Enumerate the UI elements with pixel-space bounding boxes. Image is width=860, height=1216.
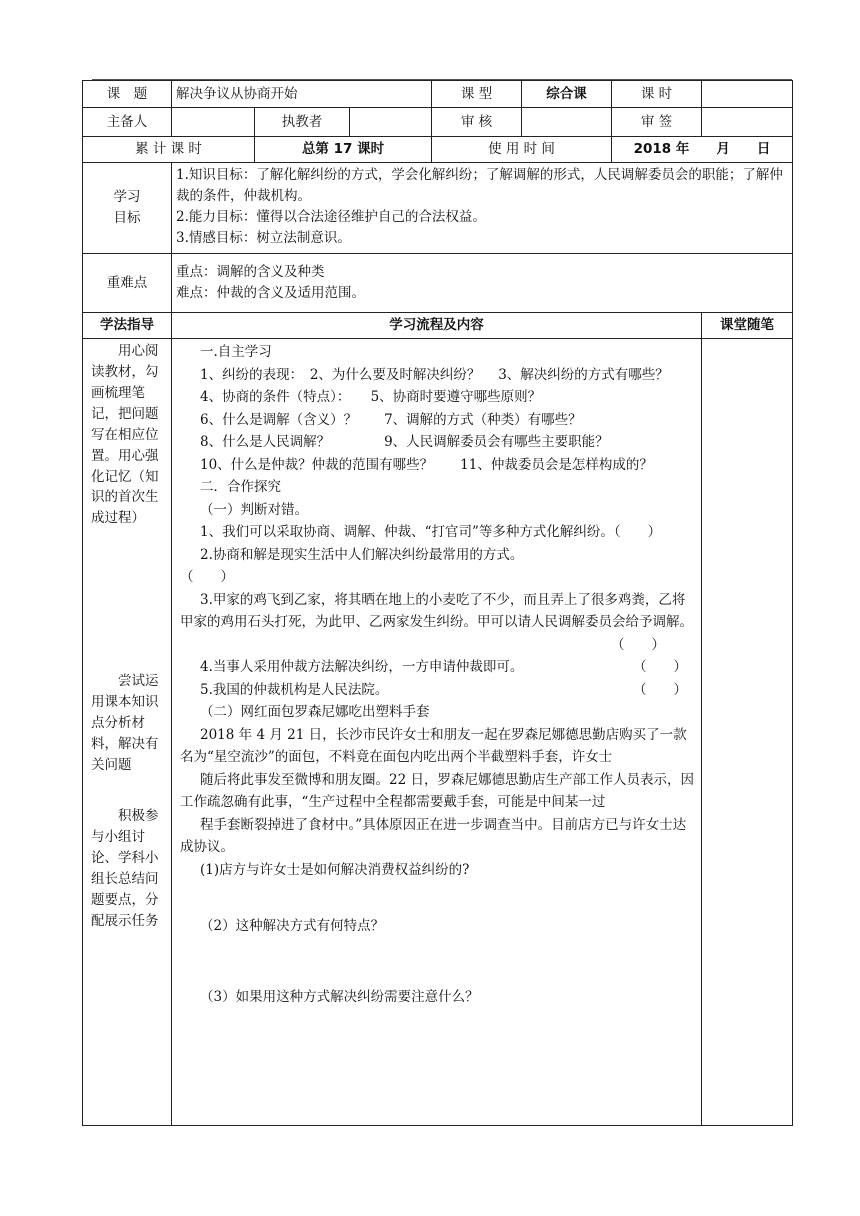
goals-content	[172, 163, 793, 254]
guide-analysis: 尝试运用课本知识点分析材料，解决有关问题	[91, 673, 159, 773]
row-main	[83, 339, 793, 1126]
question-line-4: 8、什么是人民调解？ 9、人民调解委员会有哪些主要职能？	[200, 434, 609, 450]
question-line-5: 10、什么是仲裁？仲裁的范围有哪些？ 11、仲裁委员会是怎样构成的？	[200, 456, 653, 473]
judge-item-5: 5.我国的仲裁机构是人民法院。	[200, 681, 389, 698]
section-cooperation-title: 二．合作探究	[200, 479, 281, 495]
sign-value	[702, 108, 793, 137]
goal-ability: 2.能力目标：懂得以合法途径维护自己的合法权益。	[176, 208, 486, 225]
answer-space-2	[180, 938, 695, 986]
difficult-point: 难点：仲裁的含义及适用范围。	[176, 285, 365, 301]
guide-group-work: 积极参与小组讨论、学科小组长总结问题要点，分配展示任务	[91, 808, 159, 929]
answer-space-1	[180, 881, 695, 915]
total-hours-label: 累 计 课 时	[83, 137, 255, 163]
lead-label: 主备人	[83, 108, 172, 137]
row-key-points	[83, 254, 793, 313]
question-line-2: 4、协商的条件（特点）： 5、协商时要遵守哪些原则？	[200, 389, 542, 405]
goals-label	[83, 163, 172, 254]
class-notes-column	[702, 339, 793, 1126]
teacher-label: 执教者	[255, 108, 350, 137]
goals-label-line2: 目标	[113, 210, 141, 226]
judge-item-5-row	[180, 679, 695, 702]
topic-label: 课 题	[83, 81, 172, 108]
row-column-headers	[83, 313, 793, 339]
lesson-plan-table	[82, 80, 793, 1126]
column-process-header: 学习流程及内容	[172, 313, 702, 339]
question-line-3: 6、什么是调解（含义）？ 7、调解的方式（种类）有哪些？	[200, 411, 582, 428]
case-question-3: （3）如果用这种方式解决纠纷需要注意什么？	[200, 988, 479, 1005]
row-staff	[83, 108, 793, 137]
review-label: 审 核	[432, 108, 522, 137]
judge-item-5-answer: （ ）	[633, 681, 687, 698]
question-line-1: 1、纠纷的表现： 2、为什么要及时解决纠纷？ 3、解决纠纷的方式有哪些？	[200, 366, 669, 383]
case-paragraph-3: 程手套断裂掉进了食材中。”具体原因正在进一步调查当中。目前店方已与许女士达成协议。	[180, 816, 687, 855]
case-question-1: (1)店方与许女士是如何解决消费权益纠纷的?	[200, 861, 470, 878]
column-method-header: 学法指导	[83, 313, 172, 339]
review-value	[522, 108, 612, 137]
lead-value	[172, 108, 255, 137]
teacher-value	[350, 108, 432, 137]
subsection-judge-title: （一）判断对错。	[200, 501, 308, 518]
judge-item-2-answer: （ ）	[180, 569, 234, 585]
key-points-content	[172, 254, 793, 313]
goal-knowledge: 1.知识目标：了解化解纠纷的方式，学会化解纠纷；了解调解的形式，人民调解委员会的职能；了解仲裁的条件，仲裁机构。	[176, 167, 783, 204]
row-topic	[83, 81, 793, 108]
goals-label-line1: 学习	[113, 189, 141, 206]
judge-item-2: 2.协商和解是现实生活中人们解决纠纷最常用的方式。	[200, 546, 524, 563]
key-point: 重点：调解的含义及种类	[176, 264, 325, 281]
judge-item-3-answer: （ ）	[611, 636, 665, 653]
judge-item-4: 4.当事人采用仲裁方法解决纠纷，一方申请仲裁即可。	[200, 659, 524, 675]
judge-item-4-row	[180, 656, 695, 679]
judge-item-4-answer: （ ）	[633, 659, 687, 675]
guide-reading: 用心阅读教材，勾画梳理笔记，把问题写在相应位置。用心强化记忆（知识的首次生成过程）	[91, 343, 159, 527]
case-question-2: （2）这种解决方式有何特点？	[200, 918, 385, 934]
use-date-label: 使 用 时 间	[432, 137, 612, 163]
type-label: 课 型	[432, 81, 522, 108]
judge-item-3: 3.甲家的鸡飞到乙家，将其晒在地上的小麦吃了不少，而且弄上了很多鸡粪，乙将甲家的鸡用石头打死，为此甲、乙两家发生纠纷。甲可以请人民调解委员会给予调解。	[180, 591, 693, 630]
period-value	[702, 81, 793, 108]
use-date-value: 2018 年 月 日	[612, 137, 793, 163]
judge-item-1: 1、我们可以采取协商、调解、仲裁、“打官司”等多种方式化解纠纷。（ ）	[200, 524, 662, 540]
sign-label: 审 签	[612, 108, 702, 137]
study-method-column	[83, 339, 172, 1126]
topic-value: 解决争议从协商开始	[172, 81, 432, 108]
key-points-label: 重难点	[83, 254, 172, 313]
row-hours	[83, 137, 793, 163]
total-hours-value: 总第 17 课时	[255, 137, 432, 163]
column-notes-header: 课堂随笔	[702, 313, 793, 339]
row-goals	[83, 163, 793, 254]
period-label: 课 时	[612, 81, 702, 108]
case-paragraph-1: 2018 年 4 月 21 日，长沙市民许女士和朋友一起在罗森尼娜德思勤店购买了一款名为“星空流沙”的面包，不料竟在面包内吃出两个半截塑料手套，许女士	[180, 726, 687, 765]
case-paragraph-2: 随后将此事发至微博和朋友圈。22 日，罗森尼娜德思勤店生产部工作人员表示，因工作疏忽确有此事，“生产过程中全程都需要戴手套，可能是中间某一过	[180, 771, 694, 810]
goal-emotion: 3.情感目标：树立法制意识。	[176, 229, 351, 246]
type-value: 综合课	[522, 81, 612, 108]
subsection-case-title: （二）网红面包罗森尼娜吃出塑料手套	[200, 704, 430, 720]
section-self-study-title: 一.自主学习	[200, 344, 272, 360]
learning-process-content	[172, 339, 702, 1126]
